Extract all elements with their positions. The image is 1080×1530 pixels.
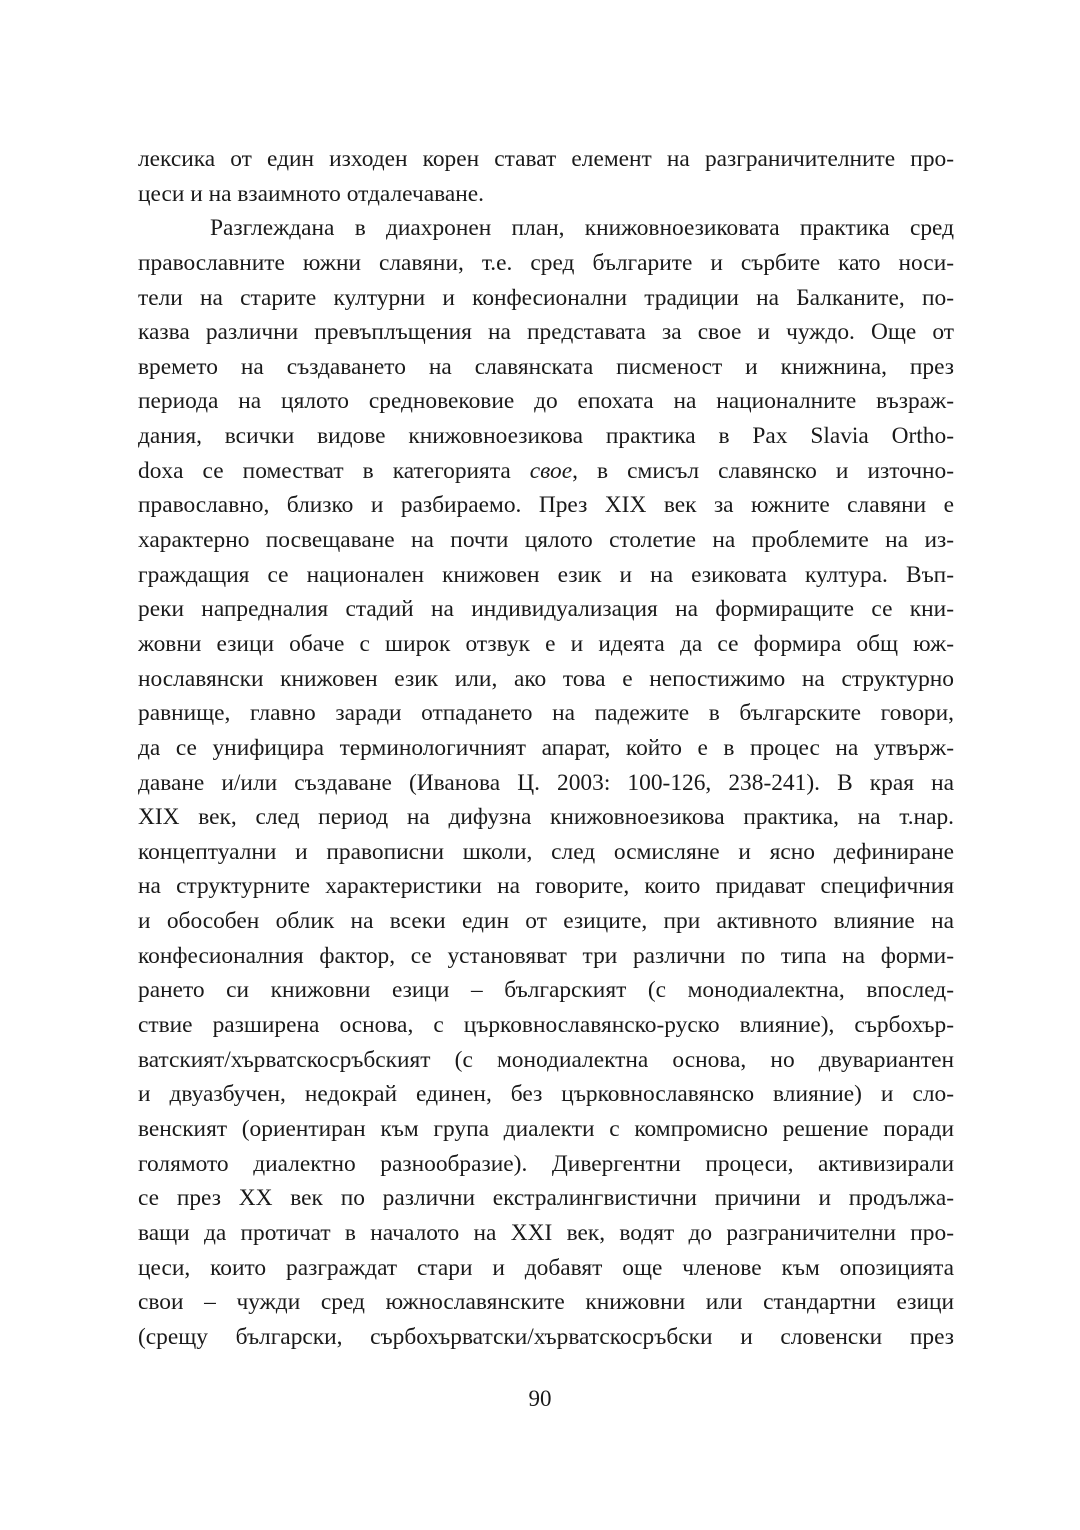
text-line: жовни езици обаче с широк отзвук е и идеята да се формира общ юж-: [138, 630, 954, 657]
paragraph-1: [138, 142, 954, 211]
text-line: цеси и на взаимното отдалечаване.: [138, 180, 484, 207]
text-line: лексика от един изходен корен стават елемент на разграничителните про-: [138, 146, 954, 172]
text-line: ствие разширена основа, с църковнославянско-руско влияние), сърбохър-: [138, 1012, 954, 1039]
text-line: се през XX век по различни екстралингвистични причини и продължа-: [138, 1185, 954, 1212]
text-line: реки напредналия стадий на индивидуализация на формиращите се кни-: [138, 596, 954, 623]
text-line: свои – чужди сред южнославянските книжовни или стандартни езици: [138, 1289, 954, 1316]
text-line: периода на цялото средновековие до епохата на националните възраж-: [138, 388, 954, 415]
text-line: на структурните характеристики на говорите, които придават специфичния: [138, 873, 954, 900]
text-line: ватският/хърватскосръбският (с монодиалектна основа, но двувариантен: [138, 1046, 954, 1073]
text-line: цеси, които разграждат стари и добавят още членове към опозицията: [138, 1254, 954, 1281]
text-line: ващи да протичат в началото на XXI век, водят до разграничителни про-: [138, 1219, 954, 1246]
text-line: тели на старите културни и конфесионални традиции на Балканите, по-: [138, 284, 954, 311]
text-line: венският (ориентиран към група диалекти с компромисно решение поради: [138, 1115, 954, 1142]
text-line: конфесионалния фактор, се установяват три различни по типа на форми-: [138, 942, 954, 969]
text-line: православните южни славяни, т.е. сред българите и сърбите като носи-: [138, 249, 954, 276]
text-line: и обособен облик на всеки един от езиците, при активното влияние на: [138, 908, 954, 935]
text-line: да се унифицира терминологичният апарат, който е в процес на утвърж-: [138, 734, 954, 761]
text-line: голямото диалектно разнообразие). Дивергентни процеси, активизирали: [138, 1150, 954, 1177]
text-line: характерно посвещаване на почти цялото столетие на проблемите на из-: [138, 527, 954, 554]
page-number: 90: [528, 1386, 552, 1411]
text-line: дания, всички видове книжовноезикова практика в Pax Slavia Ortho-: [138, 423, 954, 450]
text-line: концептуални и правописни школи, след осмисляне и ясно дефиниране: [138, 838, 954, 865]
text-line: казва различни превъплъщения на представата за свое и чуждо. Още от: [138, 319, 954, 346]
text-line: даване и/или създаване (Иванова Ц. 2003: 100-126, 238-241). В края на: [138, 769, 954, 796]
italic-term: свое: [529, 457, 573, 484]
text-line: граждащия се национален книжовен език и на езиковата култура. Въп-: [138, 561, 954, 588]
text-line: Разглеждана в диахронен план, книжовноезиковата практика сред: [210, 215, 954, 242]
text-line: рането си книжовни езици – българският (с монодиалектна, впослед-: [138, 977, 954, 1004]
text-line: равнище, главно заради отпадането на падежите в българските говори,: [138, 700, 954, 727]
text-line: времето на създаването на славянската писменост и книжнина, през: [138, 353, 954, 380]
text-line: (срещу български, сърбохърватски/хърватскосръбски и словенски през: [138, 1323, 954, 1350]
page-body: [138, 142, 954, 1354]
paragraph-2: [138, 211, 954, 1354]
text-line: XIX век, след период на дифузна книжовноезикова практика, на т.нар.: [138, 804, 954, 831]
text-line: нославянски книжовен език или, ако това е непостижимо на структурно: [138, 665, 954, 692]
text-line: и двуазбучен, недокрай единен, без църковнославянско влияние) и сло-: [138, 1081, 954, 1108]
text-line: православно, близко и разбираемо. През XIX век за южните славяни е: [138, 492, 954, 519]
text-line-with-italic: doxa се поместват в категорията свое, в смисъл славянско и източно-: [138, 457, 954, 484]
